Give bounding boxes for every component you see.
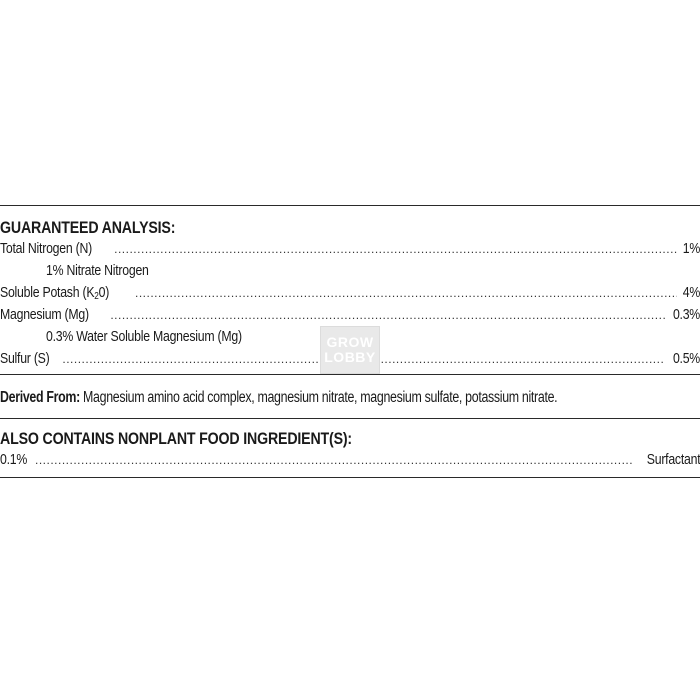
nonplant-heading: ALSO CONTAINS NONPLANT FOOD INGREDIENT(S):	[0, 430, 352, 448]
analysis-value: 0.5%	[672, 350, 700, 367]
watermark-logo	[320, 326, 380, 374]
analysis-name: Total Nitrogen (N)	[0, 240, 92, 257]
analysis-row-total-nitrogen	[0, 238, 700, 260]
nonplant-ingredient: Surfactant	[646, 451, 700, 468]
watermark-line1: GROW	[326, 334, 374, 350]
top-rule	[0, 205, 700, 206]
nonplant-amount: 0.1%	[0, 451, 28, 468]
analysis-sub-text: 1% Nitrate Nitrogen	[46, 262, 149, 279]
analysis-name: Magnesium (Mg)	[0, 306, 89, 323]
analysis-value: 0.3%	[672, 306, 700, 323]
leader-dots	[35, 449, 633, 471]
leader-dots	[114, 238, 677, 260]
leader-dots	[135, 282, 677, 304]
analysis-name-part: 0)	[98, 284, 110, 301]
analysis-subrow-nitrate-nitrogen	[0, 260, 700, 282]
analysis-row-soluble-potash	[0, 282, 700, 304]
analysis-value: 4%	[682, 284, 700, 301]
analysis-name-subscript: 2	[94, 291, 99, 302]
analysis-name: Sulfur (S)	[0, 350, 50, 367]
guaranteed-analysis-heading: GUARANTEED ANALYSIS:	[0, 219, 176, 237]
section-rule	[0, 418, 700, 419]
analysis-value: 1%	[682, 240, 700, 257]
leader-dots	[110, 304, 665, 326]
derived-from-section	[0, 387, 700, 409]
analysis-name-part: Soluble Potash (K	[0, 284, 95, 301]
derived-from-text: Magnesium amino acid complex, magnesium nitrate, magnesium sulfate, potassium nitrate.	[83, 389, 558, 406]
watermark-line2: LOBBY	[324, 349, 376, 365]
bottom-rule	[0, 477, 700, 478]
analysis-sub-text: 0.3% Water Soluble Magnesium (Mg)	[46, 328, 242, 345]
derived-from-line	[0, 387, 557, 409]
derived-from-label: Derived From:	[0, 389, 80, 406]
nonplant-section	[0, 429, 700, 471]
nonplant-row	[0, 449, 700, 471]
section-rule	[0, 374, 700, 375]
